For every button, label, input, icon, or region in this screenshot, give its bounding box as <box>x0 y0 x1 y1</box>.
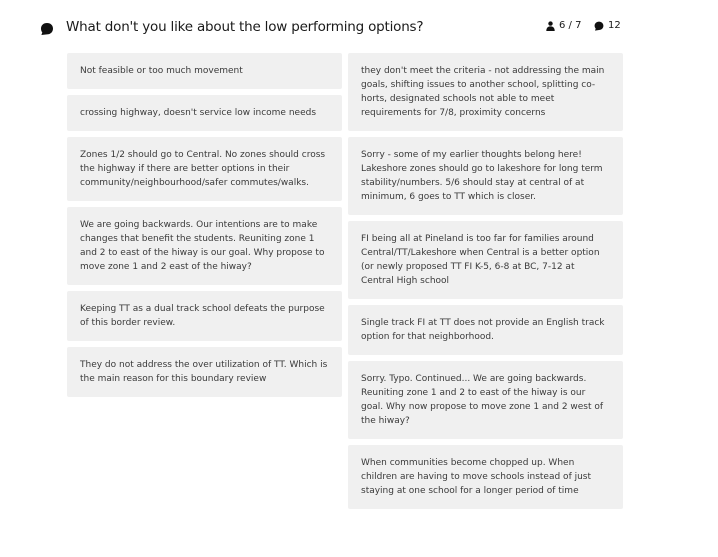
participants-count <box>546 20 581 31</box>
response-card[interactable] <box>67 137 342 201</box>
speech-bubble-icon <box>40 22 54 36</box>
response-text: Sorry - some of my earlier thoughts belong here! Lakeshore zones should go to lakeshore for long term stability/numbers. 5/6 should stay at central of at minimum, 6 goes to TT which is closer. <box>361 150 603 202</box>
response-text: FI being all at Pineland is too far for families around Central/TT/Lakeshore when Central is a better option (or newly proposed TT FI K-5, 6-8 at BC, 7-12 at Central High school <box>361 234 600 286</box>
responses-right-column <box>348 53 623 515</box>
response-card[interactable] <box>67 291 342 341</box>
question-header <box>0 0 718 50</box>
response-text: they don't meet the criteria - not addressing the main goals, shifting issues to another school, splitting co-horts, designated schools not able to meet requirements for 7/8, proximity concerns <box>361 66 605 118</box>
response-text: When communities become chopped up. When children are having to move schools instead of just staying at one school for a longer period of time <box>361 458 592 496</box>
response-text: Single track FI at TT does not provide an English track option for that neighborhood. <box>361 318 605 342</box>
response-text: Keeping TT as a dual track school defeats the purpose of this border review. <box>80 304 325 328</box>
response-text: Not feasible or too much movement <box>80 66 243 76</box>
response-card[interactable] <box>348 305 623 355</box>
response-card[interactable] <box>348 361 623 439</box>
comments-count <box>594 20 621 31</box>
question-title: What don't you like about the low performing options? <box>66 19 424 35</box>
response-card[interactable] <box>348 221 623 299</box>
response-card[interactable] <box>67 53 342 89</box>
response-card[interactable] <box>348 53 623 131</box>
response-text: They do not address the over utilization of TT. Which is the main reason for this boundary review <box>80 360 328 384</box>
response-card[interactable] <box>67 95 342 131</box>
response-text: Sorry. Typo. Continued... We are going backwards. Reuniting zone 1 and 2 to east of the hiway is our goal. Why now propose to move zone 1 and 2 west of the hiway? <box>361 374 604 426</box>
comment-icon <box>594 21 604 31</box>
response-card[interactable] <box>67 207 342 285</box>
person-icon <box>546 21 555 31</box>
comments-value: 12 <box>608 20 621 31</box>
participants-value: 6 / 7 <box>559 20 582 31</box>
response-text: crossing highway, doesn't service low income needs <box>80 108 317 118</box>
response-text: Zones 1/2 should go to Central. No zones should cross the highway if there are better options in their community/neighbourhood/safer commutes/walks. <box>80 150 326 188</box>
response-card[interactable] <box>348 445 623 509</box>
response-text: We are going backwards. Our intentions are to make changes that benefit the students. Reuniting zone 1 and 2 to east of the hiway is our goal. Why propose to move zone 1 and 2 east of the hiway? <box>80 220 325 272</box>
responses-left-column <box>67 53 342 403</box>
response-card[interactable] <box>348 137 623 215</box>
response-card[interactable] <box>67 347 342 397</box>
